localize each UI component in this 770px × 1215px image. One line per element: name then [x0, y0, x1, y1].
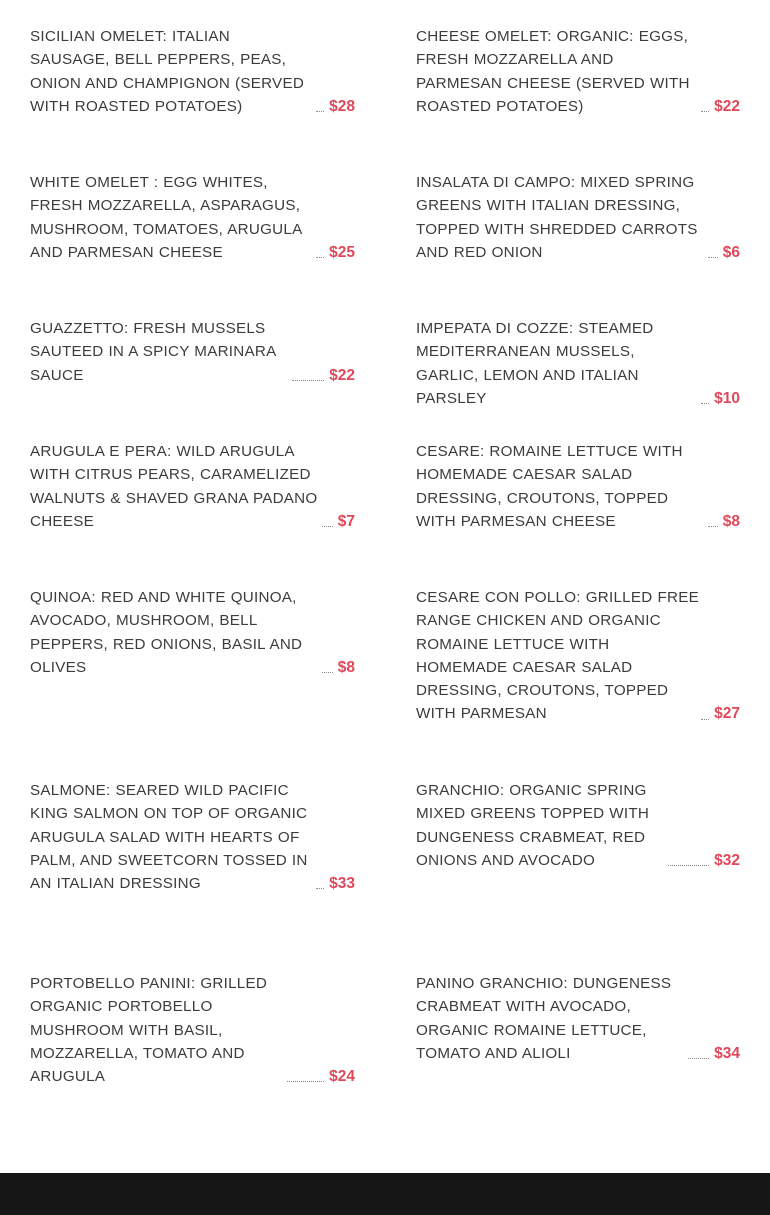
item-description: INSALATA DI CAMPO: MIXED SPRING GREENS WITH ITALIAN DRESSING, TOPPED WITH SHREDDED CARROTS AND RED ONION — [416, 174, 698, 261]
item-price: $28 — [329, 97, 355, 115]
item-description: IMPEPATA DI COZZE: STEAMED MEDITERRANEAN MUSSELS, GARLIC, LEMON AND ITALIAN PARSLEY — [416, 320, 654, 407]
dot-leader — [701, 402, 709, 404]
menu-item — [30, 440, 355, 533]
dot-leader — [668, 864, 709, 866]
menu-item — [30, 586, 355, 679]
item-description: PORTOBELLO PANINI: GRILLED ORGANIC PORTOBELLO MUSHROOM WITH BASIL, MOZZARELLA, TOMATO AND ARUGULA — [30, 975, 268, 1086]
item-description: SALMONE: SEARED WILD PACIFIC KING SALMON ON TOP OF ORGANIC ARUGULA SALAD WITH HEARTS OF PALM, AND SWEETCORN TOSSED IN AN ITALIAN DRESSING — [30, 782, 308, 893]
item-price: $7 — [337, 512, 355, 530]
item-price: $34 — [714, 1044, 740, 1062]
dot-leader — [708, 256, 718, 258]
dot-leader — [688, 1057, 709, 1059]
menu-item — [416, 972, 740, 1065]
item-description: ARUGULA E PERA: WILD ARUGULA WITH CITRUS PEARS, CARAMELIZED WALNUTS & SHAVED GRANA PADANO CHEESE — [30, 443, 318, 530]
menu-item — [30, 972, 355, 1088]
menu-item — [30, 779, 355, 895]
item-description: GRANCHIO: ORGANIC SPRING MIXED GREENS TOPPED WITH DUNGENESS CRABMEAT, RED ONIONS AND AVOCADO — [416, 782, 650, 869]
dot-leader — [701, 110, 709, 112]
item-price: $6 — [722, 243, 740, 261]
menu-item — [30, 171, 355, 264]
item-description: CESARE: ROMAINE LETTUCE WITH HOMEMADE CAESAR SALAD DRESSING, CROUTONS, TOPPED WITH PARMESAN CHEESE — [416, 443, 683, 530]
footer-bar — [0, 1173, 770, 1215]
dot-leader — [322, 671, 333, 673]
menu-item — [30, 25, 355, 118]
menu-item — [30, 317, 355, 387]
dot-leader — [316, 256, 324, 258]
menu-item — [416, 440, 740, 533]
dot-leader — [316, 110, 324, 112]
item-price: $8 — [337, 658, 355, 676]
dot-leader — [708, 525, 718, 527]
item-description: PANINO GRANCHIO: DUNGENESS CRABMEAT WITH AVOCADO, ORGANIC ROMAINE LETTUCE, TOMATO AND ALIOLI — [416, 975, 672, 1062]
menu-item — [416, 779, 740, 872]
item-price: $8 — [722, 512, 740, 530]
dot-leader — [287, 1080, 324, 1082]
dot-leader — [322, 525, 333, 527]
item-price: $24 — [329, 1068, 355, 1086]
menu-item — [416, 171, 740, 264]
item-price: $25 — [329, 243, 355, 261]
menu-item — [416, 25, 740, 118]
item-price: $22 — [329, 366, 355, 384]
item-price: $33 — [329, 875, 355, 893]
dot-leader — [292, 379, 324, 381]
item-price: $10 — [714, 389, 740, 407]
item-description: GUAZZETTO: FRESH MUSSELS SAUTEED IN A SPICY MARINARA SAUCE — [30, 320, 276, 384]
item-price: $32 — [714, 851, 740, 869]
item-description: WHITE OMELET : EGG WHITES, FRESH MOZZARELLA, ASPARAGUS, MUSHROOM, TOMATOES, ARUGULA AND PARMESAN CHEESE — [30, 174, 302, 261]
dot-leader — [701, 718, 709, 720]
menu-item — [416, 317, 740, 410]
dot-leader — [316, 887, 324, 889]
item-price: $22 — [714, 97, 740, 115]
item-description: QUINOA: RED AND WHITE QUINOA, AVOCADO, MUSHROOM, BELL PEPPERS, RED ONIONS, BASIL AND OLIVES — [30, 589, 303, 676]
item-description: CHEESE OMELET: ORGANIC: EGGS, FRESH MOZZARELLA AND PARMESAN CHEESE (SERVED WITH ROASTED POTATOES) — [416, 28, 690, 115]
item-description: CESARE CON POLLO: GRILLED FREE RANGE CHICKEN AND ORGANIC ROMAINE LETTUCE WITH HOMEMADE CAESAR SALAD DRESSING, CROUTONS, TOPPED WITH PARMESAN — [416, 589, 699, 723]
item-description: SICILIAN OMELET: ITALIAN SAUSAGE, BELL PEPPERS, PEAS, ONION AND CHAMPIGNON (SERVED WITH ROASTED POTATOES) — [30, 28, 305, 115]
menu-item — [416, 586, 740, 726]
item-price: $27 — [714, 705, 740, 723]
